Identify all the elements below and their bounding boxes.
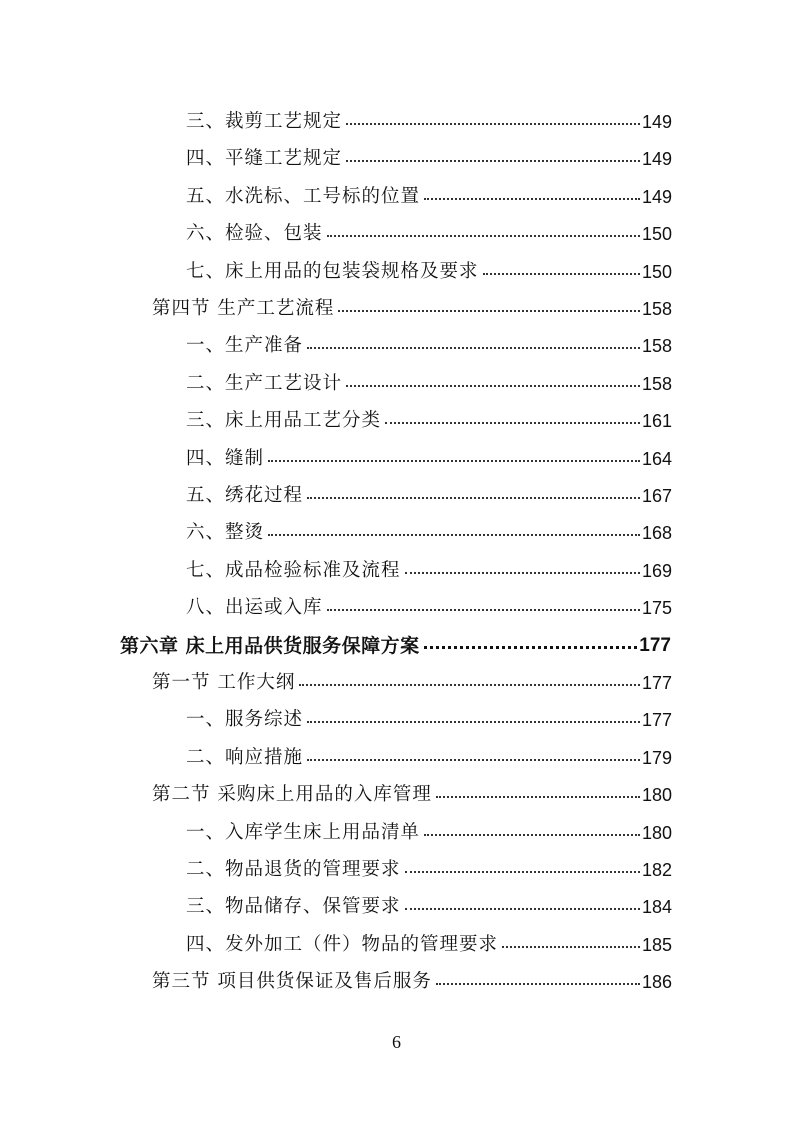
toc-dot-leader <box>338 310 640 312</box>
toc-subsection-entry[interactable] <box>186 585 672 619</box>
toc-section-entry[interactable] <box>152 286 672 320</box>
toc-entry-page-number: 158 <box>641 299 672 319</box>
toc-subsection-entry[interactable] <box>186 99 672 133</box>
toc-entry-label: 五、绣花过程 <box>186 485 304 506</box>
toc-subsection-entry[interactable] <box>186 548 672 582</box>
toc-subsection-entry[interactable] <box>186 810 672 844</box>
toc-subsection-entry[interactable] <box>186 510 672 544</box>
toc-entry-label: 一、生产准备 <box>186 335 304 357</box>
toc-entry-page-number: 177 <box>641 710 672 731</box>
toc-entry-page-number: 150 <box>641 261 672 282</box>
toc-dot-leader <box>307 497 640 499</box>
toc-dot-leader <box>307 721 640 723</box>
toc-entry-page-number: 186 <box>641 972 672 993</box>
toc-dot-leader <box>405 871 640 873</box>
toc-entry-page-number: 167 <box>641 486 672 506</box>
toc-dot-leader <box>327 235 640 237</box>
toc-entry-page-number: 180 <box>641 822 672 843</box>
toc-dot-leader <box>436 983 640 985</box>
toc-entry-label: 六、整烫 <box>186 522 265 544</box>
toc-entry-label: 四、缝制 <box>186 447 265 469</box>
toc-entry-label: 一、服务综述 <box>186 709 304 731</box>
toc-entry-page-number: 164 <box>641 448 672 469</box>
toc-dot-leader <box>307 759 640 761</box>
toc-subsection-entry[interactable] <box>186 249 672 283</box>
toc-entry-label: 第四节 生产工艺流程 <box>152 298 335 319</box>
toc-subsection-entry[interactable] <box>186 697 672 731</box>
toc-chapter-entry[interactable] <box>120 623 671 657</box>
toc-entry-page-number: 149 <box>641 186 672 207</box>
toc-entry-label: 六、检验、包装 <box>186 223 323 245</box>
toc-section-entry[interactable] <box>152 772 672 806</box>
toc-dot-leader <box>385 422 640 424</box>
toc-section-entry[interactable] <box>152 660 672 694</box>
toc-entry-page-number: 184 <box>641 897 672 918</box>
toc-entry-page-number: 180 <box>641 785 672 806</box>
toc-entry-label: 第二节 采购床上用品的入库管理 <box>152 784 432 806</box>
toc-subsection-entry[interactable] <box>186 211 672 245</box>
toc-dot-leader <box>346 123 640 125</box>
toc-dot-leader <box>307 347 640 349</box>
toc-subsection-entry[interactable] <box>186 473 672 507</box>
toc-section-entry[interactable] <box>152 959 672 993</box>
toc-subsection-entry[interactable] <box>186 436 672 470</box>
toc-entry-page-number: 158 <box>641 336 672 357</box>
toc-entry-page-number: 149 <box>641 112 672 132</box>
toc-entry-page-number: 177 <box>641 673 672 693</box>
toc-subsection-entry[interactable] <box>186 323 672 357</box>
toc-entry-label: 第六章 床上用品供货服务保障方案 <box>120 634 420 657</box>
toc-entry-label: 第三节 项目供货保证及售后服务 <box>152 971 432 993</box>
toc-entry-page-number: 182 <box>641 860 672 880</box>
toc-entry-page-number: 168 <box>641 523 672 544</box>
toc-entry-label: 三、裁剪工艺规定 <box>186 111 343 132</box>
toc-entry-page-number: 177 <box>639 634 671 656</box>
toc-subsection-entry[interactable] <box>186 174 672 208</box>
toc-entry-label: 四、平缝工艺规定 <box>186 148 343 170</box>
toc-entry-label: 二、响应措施 <box>186 746 304 768</box>
toc-entry-page-number: 175 <box>641 598 672 619</box>
toc-entry-label: 第一节 工作大纲 <box>152 672 296 693</box>
toc-entry-page-number: 179 <box>641 747 672 768</box>
toc-entry-label: 二、物品退货的管理要求 <box>186 859 401 880</box>
toc-subsection-entry[interactable] <box>186 735 672 769</box>
toc-dot-leader <box>405 908 640 910</box>
toc-subsection-entry[interactable] <box>186 884 672 918</box>
toc-entry-label: 五、水洗标、工号标的位置 <box>186 185 421 207</box>
toc-entry-page-number: 150 <box>641 224 672 245</box>
toc-entry-page-number: 185 <box>641 934 672 955</box>
toc-subsection-entry[interactable] <box>186 136 672 170</box>
toc-dot-leader <box>327 609 640 611</box>
toc-dot-leader <box>268 534 640 536</box>
toc-dot-leader <box>436 796 640 798</box>
toc-dot-leader <box>424 646 638 649</box>
toc-dot-leader <box>268 460 640 462</box>
toc-entry-label: 四、发外加工（件）物品的管理要求 <box>186 933 499 955</box>
toc-dot-leader <box>502 946 640 948</box>
toc-entry-label: 七、成品检验标准及流程 <box>186 559 401 581</box>
toc-dot-leader <box>346 160 640 162</box>
toc-entry-label: 八、出运或入库 <box>186 597 323 619</box>
toc-entry-label: 三、物品储存、保管要求 <box>186 896 401 918</box>
page-number: 6 <box>392 1032 401 1052</box>
toc-entry-page-number: 161 <box>641 411 672 432</box>
toc-entry-label: 一、入库学生床上用品清单 <box>186 821 421 843</box>
toc-subsection-entry[interactable] <box>186 398 672 432</box>
toc-dot-leader <box>483 273 640 275</box>
toc-entry-page-number: 149 <box>641 149 672 170</box>
toc-dot-leader <box>299 684 640 686</box>
toc-entry-label: 七、床上用品的包装袋规格及要求 <box>186 260 479 282</box>
toc-subsection-entry[interactable] <box>186 361 672 395</box>
toc-entry-label: 二、生产工艺设计 <box>186 372 343 394</box>
toc-subsection-entry[interactable] <box>186 922 672 956</box>
toc-dot-leader <box>424 834 640 836</box>
toc-entry-page-number: 169 <box>641 560 672 581</box>
toc-subsection-entry[interactable] <box>186 847 672 881</box>
toc-entry-label: 三、床上用品工艺分类 <box>186 410 382 432</box>
toc-entry-page-number: 158 <box>641 373 672 394</box>
toc-dot-leader <box>346 385 640 387</box>
toc-dot-leader <box>424 198 640 200</box>
toc-dot-leader <box>405 572 640 574</box>
